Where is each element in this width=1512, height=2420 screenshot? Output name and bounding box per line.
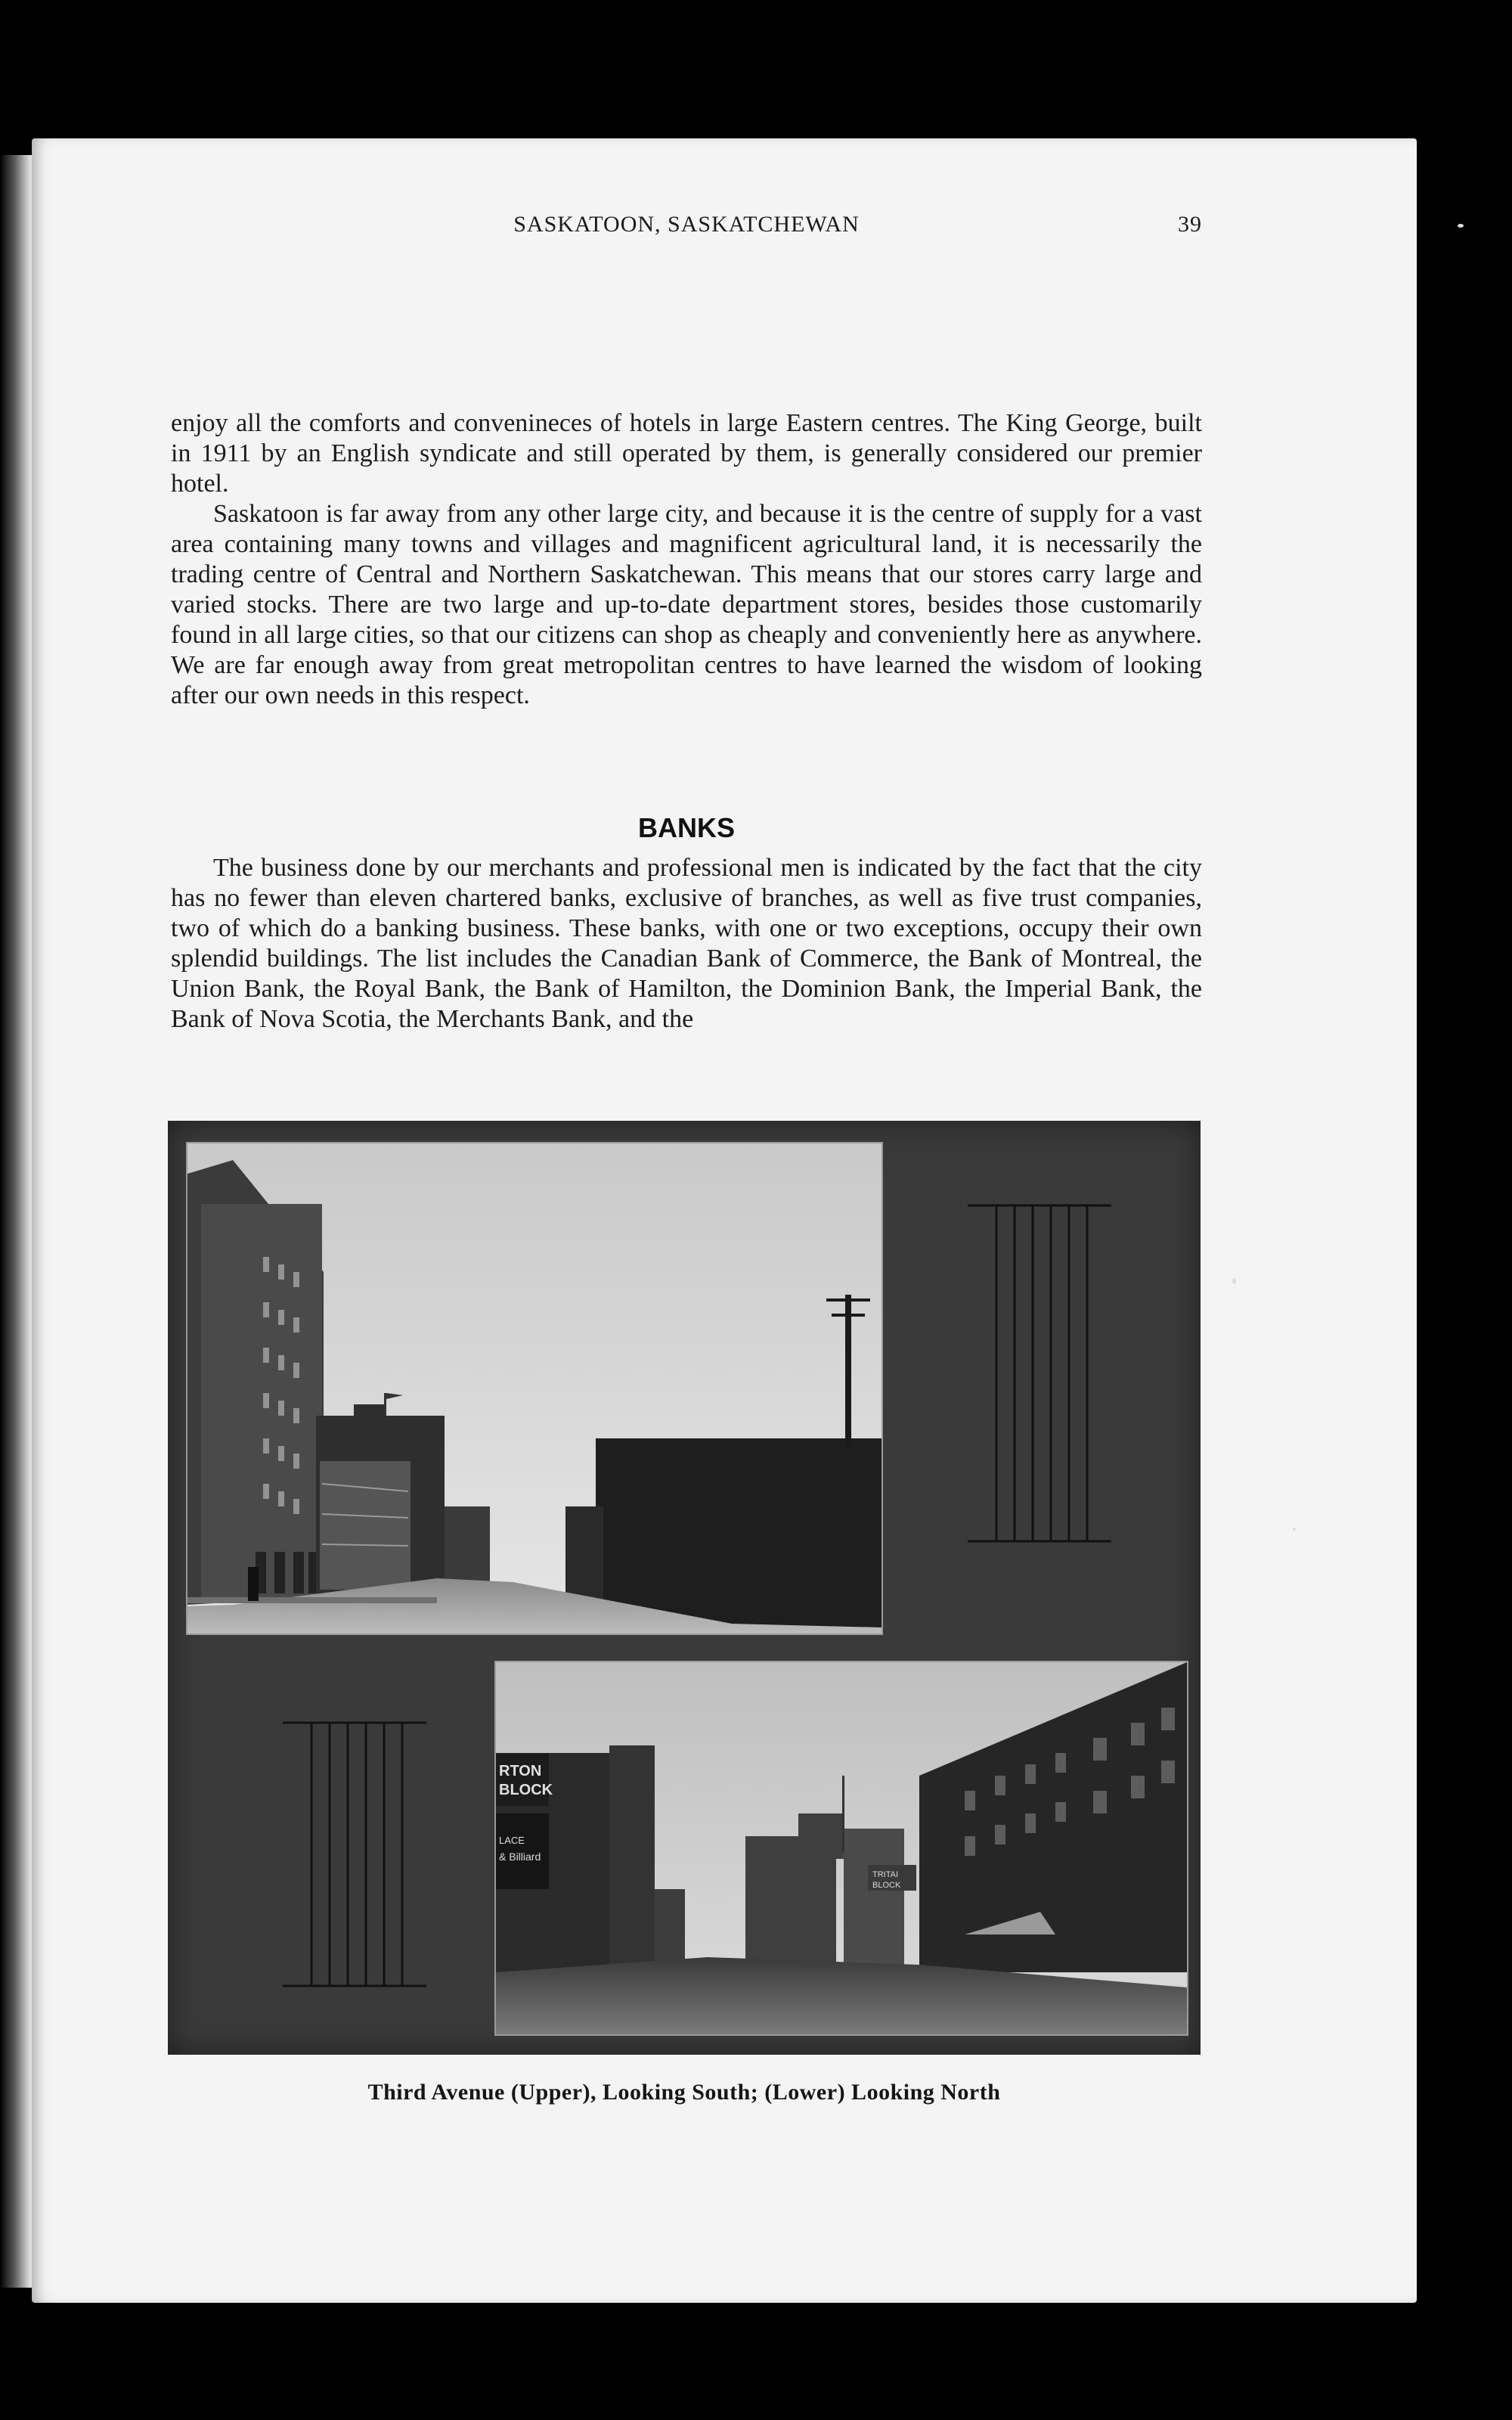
body-text-banks bbox=[171, 853, 1202, 1035]
ornament-vertical-lower bbox=[283, 1718, 426, 1990]
sign-billiard: & Billiard bbox=[499, 1851, 541, 1863]
sign-lace: LACE bbox=[499, 1835, 525, 1846]
running-title: SASKATOON, SASKATCHEWAN bbox=[513, 212, 860, 237]
figure-caption: Third Avenue (Upper), Looking South; (Lower) Looking North bbox=[367, 2080, 1001, 2105]
sign-rton: RTON bbox=[499, 1763, 542, 1779]
sign-tritai: TRITAI bbox=[872, 1870, 899, 1879]
dust-speck bbox=[1232, 1278, 1236, 1284]
sign-tritai-block: BLOCK bbox=[872, 1881, 901, 1890]
dust-speck bbox=[1458, 224, 1464, 228]
sign-block: BLOCK bbox=[499, 1782, 553, 1798]
photo-third-avenue-lower bbox=[494, 1661, 1188, 2036]
running-header bbox=[171, 212, 1202, 242]
page-number: 39 bbox=[1178, 212, 1202, 237]
photo-plate bbox=[168, 1121, 1201, 2055]
paragraph-trade-centre: Saskatoon is far away from any other large city, and because it is the centre of supply for a vast area containing many towns and villages and magnificent agricultural land, it is necessarily the trading centre of Central and Northern Saskatchewan. This means that our stores carry large and varied stocks. There are two large and up-to-date department stores, besides those customarily found in all large cities, so that our citizens can shop as cheaply and conveniently here as anywhere. We are far enough away from great metropolitan centres to have learned the wisdom of looking after our own needs in this respect. bbox=[171, 500, 1202, 709]
adjacent-page-edge bbox=[0, 155, 36, 2288]
paragraph-hotels: enjoy all the comforts and convenineces of hotels in large Eastern centres. The King George, built in 1911 by an English syndicate and still operated by them, is generally considered our premier hotel. bbox=[171, 409, 1202, 498]
body-text-top bbox=[171, 408, 1202, 711]
photo-third-avenue-upper bbox=[186, 1142, 883, 1635]
ornament-vertical-upper bbox=[968, 1199, 1111, 1547]
section-heading: BANKS bbox=[637, 812, 735, 843]
dust-speck bbox=[1293, 1528, 1296, 1531]
paragraph-banks: The business done by our merchants and professional men is indicated by the fact that the city has no fewer than eleven chartered banks, exclusive of branches, as well as five trust companies, two of which do a banking business. These banks, with one or two exceptions, occupy their own splendid buildings. The list includes the Canadian Bank of Commerce, the Bank of Montreal, the Union Bank, the Royal Bank, the Bank of Hamilton, the Dominion Bank, the Imperial Bank, the Bank of Nova Scotia, the Merchants Bank, and the bbox=[171, 854, 1202, 1033]
